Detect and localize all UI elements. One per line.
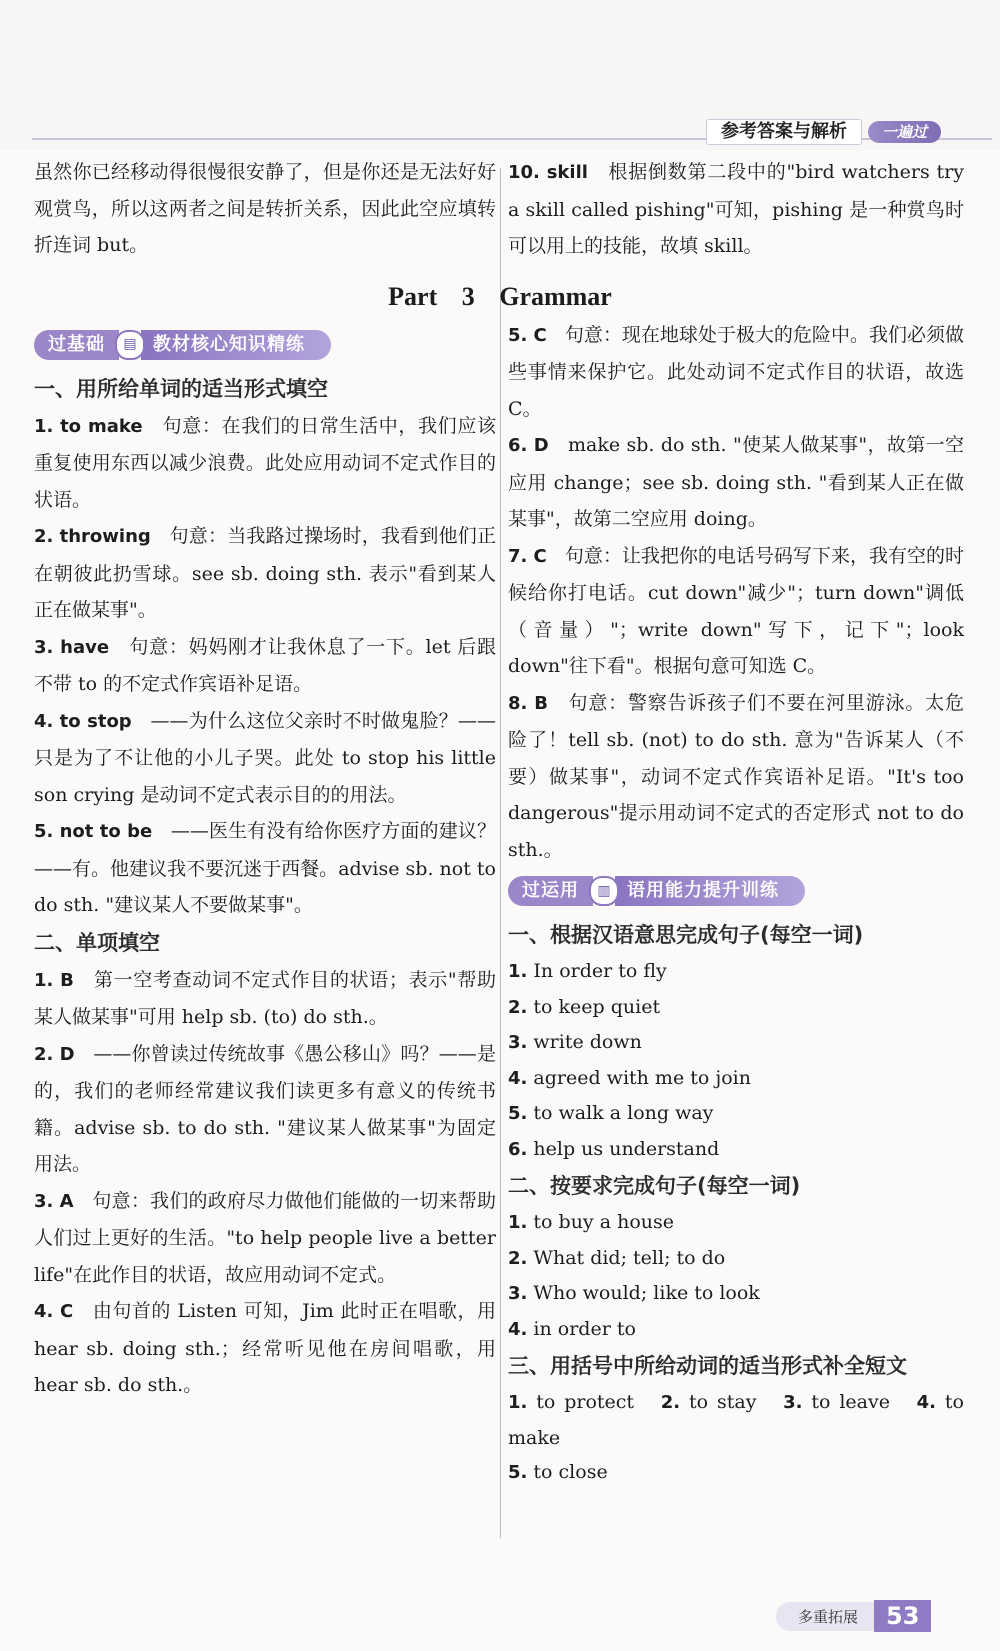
clipboard-icon: ▤ <box>115 330 145 360</box>
list-item: 5. to close <box>508 1461 608 1483</box>
answer-item: 4. to stop ——为什么这位父亲时不时做鬼脸？——只是为了不让他的小儿子哭。此处 to stop his little son crying 是动词不定式表示目的的用法。 <box>34 709 496 806</box>
section-heading-verbs: 三、用括号中所给动词的适当形式补全短文 <box>508 1354 907 1378</box>
banner-basics <box>34 328 496 362</box>
list-item: 1. to protect 2. to stay 3. to leave 4. to make <box>508 1391 964 1449</box>
section-heading-rewrite: 二、按要求完成句子(每空一词) <box>508 1174 801 1198</box>
answer-item: 4. C 由句首的 Listen 可知，Jim 此时正在唱歌，用 hear sb. doing sth.；经常听见他在房间唱歌，用 hear sb. do sth.。 <box>34 1300 496 1396</box>
list-item: 2. What did; tell; to do <box>508 1246 726 1269</box>
header-title: 参考答案与解析 <box>706 119 862 145</box>
bar-chart-icon: ▥ <box>589 876 619 906</box>
list-item: 1. to buy a house <box>508 1211 674 1233</box>
list-item: 4. in order to <box>508 1317 636 1340</box>
intro-paragraph: 虽然你已经移动得很慢很安静了，但是你还是无法好好观赏鸟，所以这两者之间是转折关系，因此此空应填转折连词 but。 <box>34 161 496 256</box>
section-heading-fill: 一、用所给单词的适当形式填空 <box>34 376 328 401</box>
section-heading-translate: 一、根据汉语意思完成句子(每空一词) <box>508 923 864 947</box>
answer-item: 1. to make 句意：在我们的日常生活中，我们应该重复使用东西以减少浪费。此处应用动词不定式作目的状语。 <box>34 414 496 511</box>
page-footer <box>776 1596 931 1636</box>
answer-item: 1. B 第一空考查动词不定式作目的状语；表示"帮助某人做某事"可用 help sb. (to) do sth.。 <box>34 968 497 1028</box>
answer-item: 10. skill 根据倒数第二段中的"bird watchers try a skill called pishing"可知，pishing 是一种赏鸟时可以用上的技能，故填 skill。 <box>508 161 964 257</box>
header-tab <box>706 118 986 146</box>
list-item: 3. Who would; like to look <box>508 1282 760 1304</box>
answer-list-rewrite <box>508 1205 964 1347</box>
banner-basics-label: 过基础 <box>34 330 119 360</box>
column-divider <box>500 168 501 1538</box>
header-badge: 一遍过 <box>868 121 941 143</box>
answer-item: 3. have 句意：妈妈刚才让我休息了一下。let 后跟不带 to 的不定式作宾语补足语。 <box>34 635 496 695</box>
list-item: 5. to walk a long way <box>508 1102 714 1124</box>
list-item: 6. help us understand <box>508 1137 720 1160</box>
left-column <box>34 154 496 1404</box>
answer-item: 5. not to be ——医生有没有给你医疗方面的建议？——有。他建议我不要沉迷于西餐。advise sb. not to do sth. "建议某人不要做某事"。 <box>34 820 496 916</box>
page-header <box>0 0 1000 150</box>
answer-list-verbs <box>508 1385 964 1491</box>
banner-practice-subtitle: 语用能力提升训练 <box>615 876 805 906</box>
answer-item: 2. D ——你曾读过传统故事《愚公移山》吗？——是的，我们的老师经常建议我们读更多有意义的传统书籍。advise sb. to do sth. "建议某人做某事"为固定用法。 <box>34 1042 496 1175</box>
answer-item: 6. D make sb. do sth. "使某人做某事"，故第一空应用 change；see sb. doing sth. "看到某人正在做某事"，故第二空应用 doing。 <box>508 434 964 530</box>
part-title: Part 3 Grammar <box>388 282 612 311</box>
right-column <box>508 154 964 1491</box>
answer-item: 8. B 句意：警察告诉孩子们不要在河里游泳。太危险了！tell sb. (not) to do sth. 意为"告诉某人（不要）做某事"，动词不定式作宾语补足语。"It's too dangerous"提示用动词不定式的否定形式 not to do sth.。 <box>508 691 964 861</box>
answer-item: 2. throwing 句意：当我路过操场时，我看到他们正在朝彼此扔雪球。see sb. doing sth. 表示"看到某人正在做某事"。 <box>34 525 496 621</box>
banner-basics-subtitle: 教材核心知识精练 <box>141 330 331 360</box>
answer-list-translate <box>508 954 964 1167</box>
footer-label: 多重拓展 <box>776 1602 874 1631</box>
list-item: 4. agreed with me to join <box>508 1066 751 1089</box>
banner-practice <box>508 874 964 908</box>
section-heading-choice: 二、单项填空 <box>34 930 160 955</box>
banner-practice-label: 过运用 <box>508 876 593 906</box>
page-number: 53 <box>874 1600 931 1632</box>
list-item: 2. to keep quiet <box>508 995 661 1018</box>
answer-item: 3. A 句意：我们的政府尽力做他们能做的一切来帮助人们过上更好的生活。"to help people live a better life"在此作目的状语，故应用动词不定式。 <box>34 1189 496 1286</box>
list-item: 1. In order to fly <box>508 960 667 982</box>
list-item: 3. write down <box>508 1031 642 1053</box>
answer-item: 5. C 句意：现在地球处于极大的危险中。我们必须做些事情来保护它。此处动词不定式作目的状语，故选 C。 <box>508 323 964 420</box>
answer-item: 7. C 句意：让我把你的电话号码写下来，我有空的时候给你打电话。cut down"减少"；turn down"调低（音量）"；write down"写下，记下"；look down"往下看"。根据句意可知选 C。 <box>508 544 964 677</box>
